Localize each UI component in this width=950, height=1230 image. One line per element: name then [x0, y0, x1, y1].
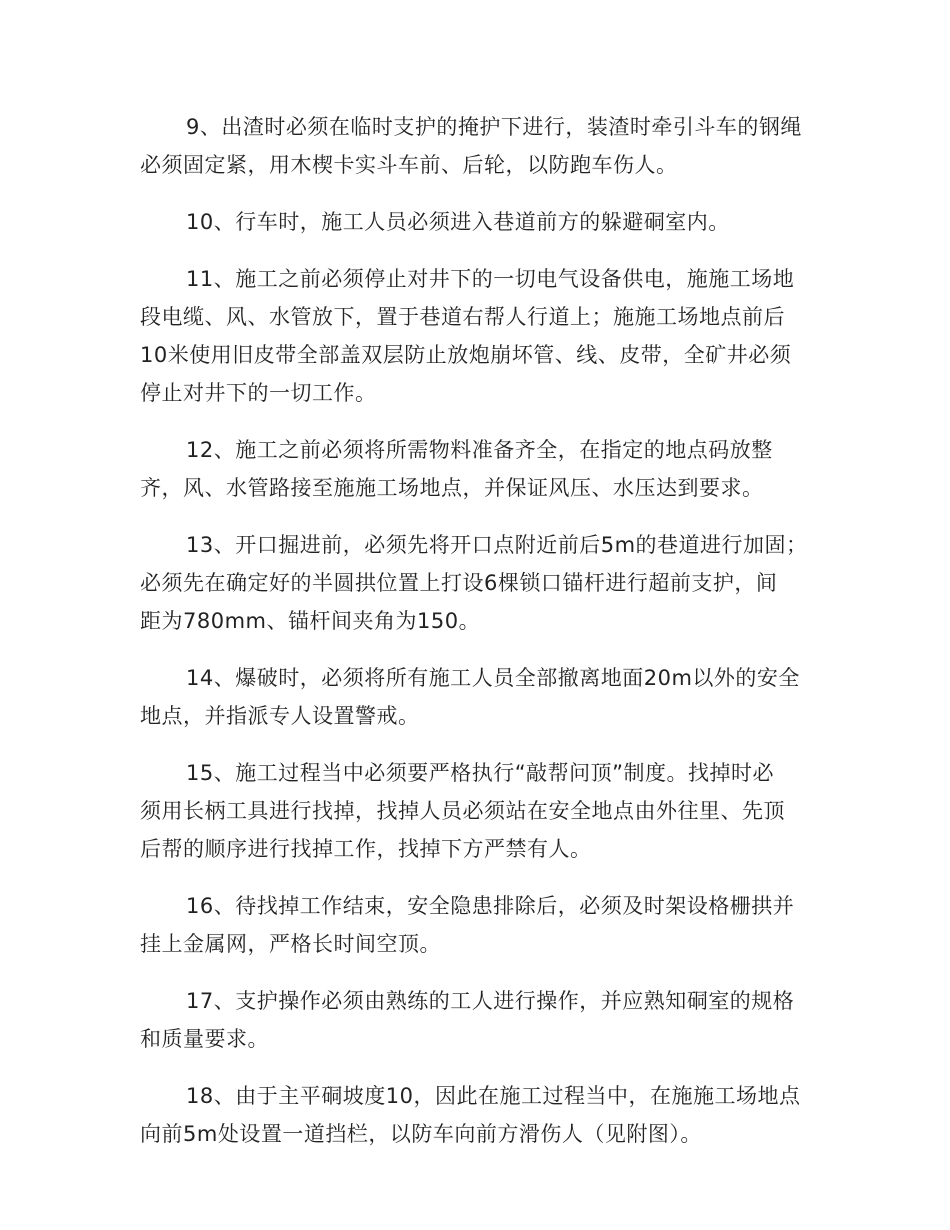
paragraph-line: 10米使用旧皮带全部盖双层防止放炮崩坏管、线、皮带，全矿井必须	[140, 343, 792, 367]
paragraph-line: 向前5m处设置一道挡栏，以防车向前方滑伤人（见附图）。	[140, 1122, 702, 1146]
paragraph-line: 须用长柄工具进行找掉，找掉人员必须站在安全地点由外往里、先顶	[140, 799, 785, 823]
paragraph-line: 10、行车时，施工人员必须进入巷道前方的躲避硐室内。	[186, 210, 730, 234]
paragraph-line: 17、支护操作必须由熟练的工人进行操作，并应熟知硐室的规格	[186, 989, 795, 1013]
paragraph-line: 12、施工之前必须将所需物料准备齐全，在指定的地点码放整	[186, 438, 773, 462]
paragraph-line: 地点，并指派专人设置警戒。	[140, 704, 420, 728]
paragraph-line: 15、施工过程当中必须要严格执行“敲帮问顶”制度。找掉时必	[186, 761, 774, 785]
paragraph-10	[140, 203, 800, 241]
paragraph-line: 11、施工之前必须停止对井下的一切电气设备供电，施施工场地	[186, 267, 795, 291]
paragraph-line: 16、待找掉工作结束，安全隐患排除后，必须及时架设格栅拱并	[186, 894, 795, 918]
paragraph-line: 停止对井下的一切工作。	[140, 381, 377, 405]
paragraph-line: 段电缆、风、水管放下，置于巷道右帮人行道上；施施工场地点前后	[140, 305, 785, 329]
paragraph-9	[140, 108, 800, 184]
document-body	[140, 108, 808, 1172]
paragraph-line: 齐，风、水管路接至施施工场地点，并保证风压、水压达到要求。	[140, 476, 764, 500]
paragraph-line: 9、出渣时必须在临时支护的掩护下进行，装渣时牵引斗车的钢绳	[186, 115, 802, 139]
paragraph-11	[140, 260, 800, 412]
paragraph-line: 必须先在确定好的半圆拱位置上打设6棵锁口锚杆进行超前支护，间	[140, 571, 778, 595]
paragraph-13	[140, 526, 808, 640]
paragraph-14	[140, 659, 800, 735]
paragraph-15	[140, 754, 800, 868]
paragraph-16	[140, 887, 800, 963]
paragraph-line: 和质量要求。	[140, 1027, 269, 1051]
paragraph-line: 14、爆破时，必须将所有施工人员全部撤离地面20m以外的安全	[186, 666, 800, 690]
paragraph-line: 距为780mm、锚杆间夹角为150。	[140, 609, 481, 633]
paragraph-line: 后帮的顺序进行找掉工作，找掉下方严禁有人。	[140, 837, 592, 861]
paragraph-line: 挂上金属网，严格长时间空顶。	[140, 932, 441, 956]
paragraph-12	[140, 431, 800, 507]
paragraph-18	[140, 1077, 800, 1153]
paragraph-line: 13、开口掘进前，必须先将开口点附近前后5m的巷道进行加固；	[186, 533, 808, 557]
paragraph-line: 18、由于主平硐坡度10，因此在施工过程当中，在施施工场地点	[186, 1084, 801, 1108]
paragraph-line: 必须固定紧，用木楔卡实斗车前、后轮，以防跑车伤人。	[140, 153, 678, 177]
paragraph-17	[140, 982, 800, 1058]
